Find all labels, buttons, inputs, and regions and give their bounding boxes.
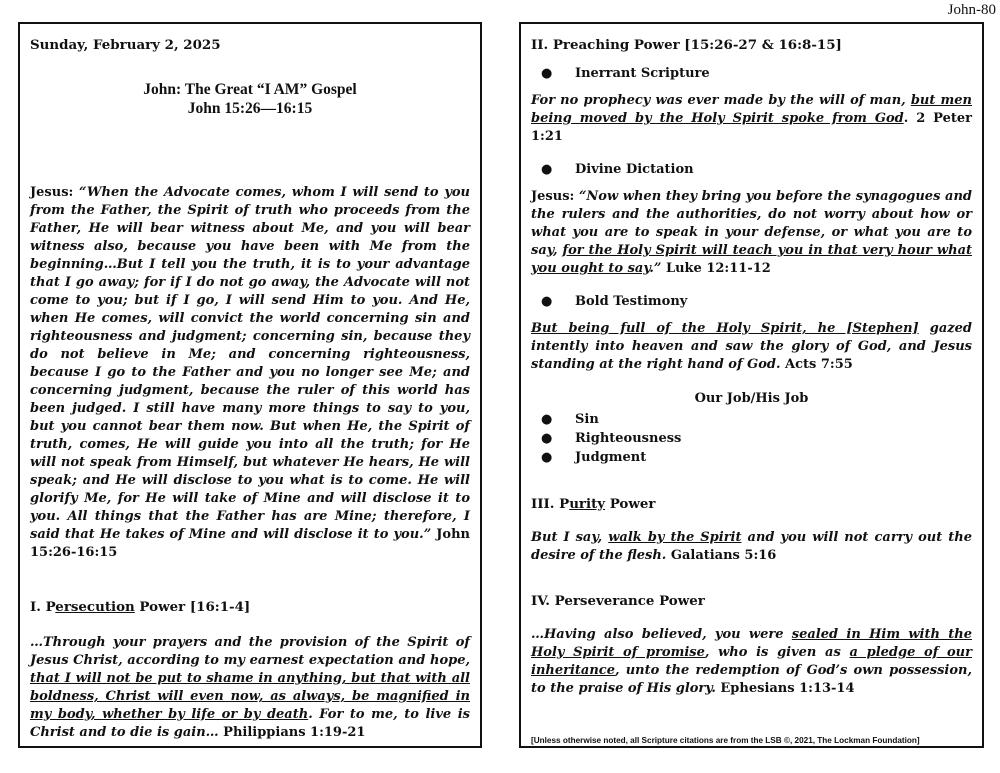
bullet-icon: ● [541,66,553,81]
job-list [531,410,972,467]
section-1-quote-text: …Through your prayers and the provision of the Spirit of Jesus Christ, according to my earnest expectation and hope, [30,635,470,668]
section-1-quote [30,634,470,742]
sermon-title-line1: John: The Great “I AM” Gospel [143,81,357,98]
quote-2-peter [531,92,972,146]
passage-reference: John 15:26-16:15 [30,527,470,560]
quote-text: But I say, [531,530,609,545]
list-item [541,160,972,179]
quote-reference: Ephesians 1:13-14 [715,681,855,696]
list-item [541,429,972,448]
section-1-suffix: Power [16:1-4] [134,599,251,615]
bullet-icon: ● [541,412,553,427]
quote-underlined: for the Holy Spirit will teach you in that very hour what you ought to say [531,243,972,276]
section-1-underlined: ersecution [55,599,135,615]
bullet-label: Divine Dictation [575,162,694,177]
section-3-underlined: urity [569,496,606,512]
section-2-heading: II. Preaching Power [15:26-27 & 16:8-15] [531,37,842,53]
bullet-label: Bold Testimony [575,294,688,309]
quote-underlined-2: a pledge of our inheritance [531,645,972,678]
bullet-label: Inerrant Scripture [575,66,710,81]
list-item [541,410,972,429]
passage-speaker: Jesus: [30,185,80,200]
list-item [541,448,972,467]
right-page [519,22,984,748]
job-item-righteousness: Righteousness [575,431,682,446]
bullet-list-3 [531,292,972,311]
quote-text: “Now when they bring you before the synagogues and the rulers and the authorities, do not worry about how or what you are to speak in your defense, or what you are to say, [531,189,972,258]
quote-underlined: but men being moved by the Holy Spirit spoke from God [531,93,972,126]
main-passage [30,184,470,562]
sermon-title [30,80,470,118]
section-1-quote-underlined: that I will not be put to shame in anything, but that with all boldness, Christ will even now, as always, be magnified in my body, whether by life or by death [30,671,470,722]
quote-galatians [531,529,972,565]
quote-reference: Luke 12:11-12 [661,261,771,276]
quote-acts [531,320,972,374]
list-item [541,64,972,83]
section-1-quote-reference: Philippians 1:19-21 [218,725,366,740]
quote-ephesians [531,626,972,698]
job-item-judgment: Judgment [575,450,647,465]
section-3-suffix: Power [605,496,656,512]
section-1-prefix: I. P [30,599,56,615]
quote-reference: Acts 7:55 [780,357,853,372]
quote-text-3: , unto the redemption of God’s own possession, to the praise of His glory. [531,663,972,696]
bullet-list-2 [531,160,972,179]
quote-underlined: But being full of the Holy Spirit, he [Stephen] [531,321,919,336]
bullet-icon: ● [541,294,553,309]
quote-text-end: .” [649,261,662,276]
left-page [18,22,482,748]
section-3-heading [531,495,972,513]
job-item-sin: Sin [575,412,599,427]
quote-reference: . 2 Peter 1:21 [531,111,972,144]
passage-text: “When the Advocate comes, whom I will send to you from the Father, the Spirit of truth who proceeds from the Father, He will bear witness about Me, and you will bear witness also, because you have been with Me from the beginning…But I tell you the truth, it is to your advantage that I go away; for if I do not go away, the Advocate will not come to you; but if I go, I will send Him to you. And He, when He comes, will convict the world concerning sin and righteousness and judgment; concerning sin, because they do not believe in Me; and concerning righteousness, because I go to the Father and you no longer see Me; and concerning judgment, because the ruler of this world has been judged. I still have many more things to say to you, but you cannot bear them now. But when He, the Spirit of truth, comes, He will guide you into all the truth; for He will not speak from Himself, but whatever He hears, He will speak; and He will disclose to you what is to come. He will glorify Me, for He will take of Mine and will disclose it to you. All things that the Father has are Mine; therefore, I said that He takes of Mine and will disclose it to you.” [30,185,471,542]
bullet-icon: ● [541,431,553,446]
quote-text-2: and you will not carry out the desire of the flesh. [531,530,973,563]
quote-text: …Having also believed, you were [531,627,792,642]
page-number: John-80 [947,2,996,18]
list-item [541,292,972,311]
quote-luke [531,188,972,278]
sermon-date: Sunday, February 2, 2025 [30,37,221,53]
section-3-prefix: III. P [531,496,570,512]
sermon-title-reference: John 15:26—16:15 [187,100,313,117]
bullet-icon: ● [541,162,553,177]
quote-speaker: Jesus: [531,189,579,204]
quote-reference: Galatians 5:16 [666,548,777,563]
quote-text: For no prophecy was ever made by the will of man, [531,93,911,108]
bullet-icon: ● [541,450,553,465]
copyright-footnote: [Unless otherwise noted, all Scripture citations are from the LSB ©, 2021, The Lockman Foundation] [531,736,920,745]
quote-text: gazed intently into heaven and saw the glory of God, and Jesus standing at the right hand of God. [531,321,972,372]
quote-text-2: , who is given as [704,645,850,660]
section-1-heading [30,598,470,616]
quote-underlined: walk by the Spirit [608,530,742,545]
section-1-quote-text-2: . For to me, to live is Christ and to die is gain… [30,707,470,740]
quote-underlined: sealed in Him with the Holy Spirit of promise [531,627,972,660]
bullet-list-1 [531,64,972,83]
job-heading: Our Job/His Job [694,391,809,406]
section-4-heading: IV. Perseverance Power [531,593,705,609]
